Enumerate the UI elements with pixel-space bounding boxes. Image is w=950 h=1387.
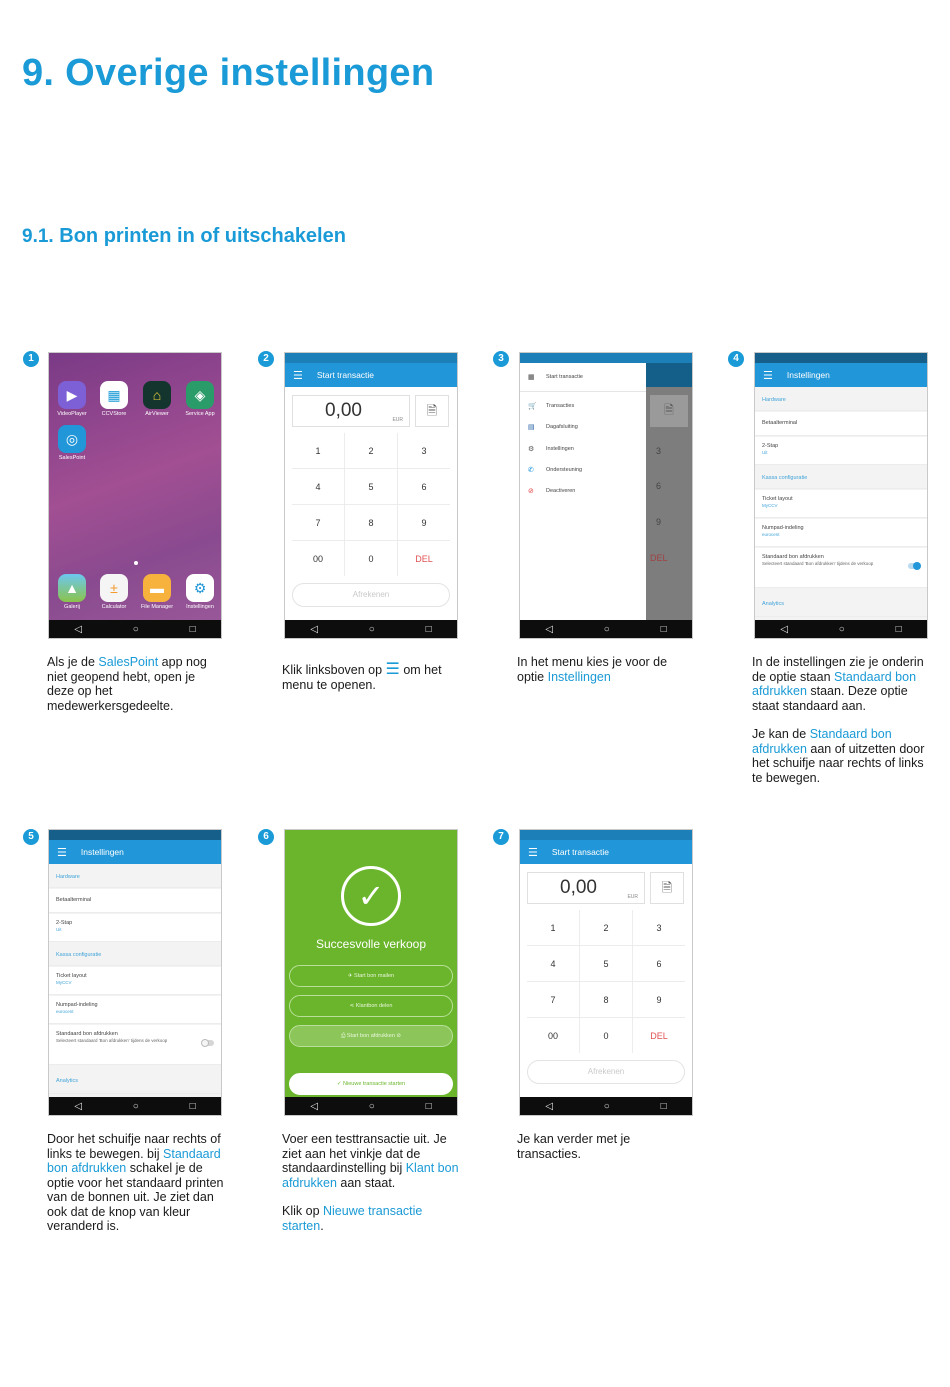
mail-receipt-button[interactable]: ✈ Start bon mailen bbox=[289, 965, 453, 987]
drawer-item-transacties[interactable]: 🛒 Transacties bbox=[528, 403, 575, 410]
home-icon[interactable]: ○ bbox=[132, 623, 139, 635]
step-badge-6: 6 bbox=[258, 829, 274, 845]
back-icon[interactable]: ◁ bbox=[74, 623, 83, 635]
recent-apps-icon[interactable]: □ bbox=[660, 1100, 667, 1112]
key-8[interactable]: 8 bbox=[580, 982, 632, 1017]
home-icon[interactable]: ○ bbox=[838, 623, 845, 635]
receipt-icon[interactable]: 🗎 bbox=[650, 872, 684, 904]
lock-wifi-icon: ⌂ bbox=[143, 381, 171, 409]
app-salespoint[interactable]: ◎ SalesPoint bbox=[55, 425, 89, 461]
back-icon[interactable]: ◁ bbox=[310, 1100, 319, 1112]
bon-toggle[interactable] bbox=[202, 1040, 214, 1046]
setting-numpad[interactable]: Numpad-indeling eurocent bbox=[755, 519, 927, 547]
setting-standaard-bon[interactable]: Standaard bon afdrukken Selecteert standaard 'Bon afdrukken' tijdens de verkoop bbox=[49, 1025, 221, 1065]
key-2[interactable]: 2 bbox=[580, 910, 632, 945]
print-receipt-button[interactable]: ⎙ Start bon afdrukken ⊘ bbox=[289, 1025, 453, 1047]
app-videoplayer[interactable]: ▶ VideoPlayer bbox=[55, 381, 89, 417]
setting-2-stap[interactable]: 2-Stap Uit bbox=[49, 914, 221, 942]
key-2[interactable]: 2 bbox=[345, 433, 397, 468]
step-badge-5: 5 bbox=[23, 829, 39, 845]
recent-apps-icon[interactable]: □ bbox=[895, 623, 902, 635]
recent-apps-icon[interactable]: □ bbox=[425, 1100, 432, 1112]
home-icon[interactable]: ○ bbox=[603, 623, 610, 635]
key-00[interactable]: 00 bbox=[292, 541, 344, 576]
phone-screen-menu: 🗎 3 6 9 DEL ▦ Start transactie 🛒 Transacties ▤ Dagafsluiting ⚙ Instellingen ✆ Ondersteuning ⊘ Deactiveren ◁ ○ □ bbox=[519, 352, 693, 639]
key-6[interactable]: 6 bbox=[398, 469, 450, 504]
key-9[interactable]: 9 bbox=[633, 982, 685, 1017]
phone-screen-home bbox=[48, 352, 222, 639]
android-navbar bbox=[520, 620, 692, 638]
step-6-text: Voer een testtransactie uit. Je ziet aan het vinkje dat de standaardinstelling bij Klant bon afdrukken aan staat. Klik op Nieuwe transactie starten. bbox=[282, 1132, 459, 1233]
calendar-icon: ▤ bbox=[528, 424, 535, 431]
key-7[interactable]: 7 bbox=[527, 982, 579, 1017]
share-receipt-button[interactable]: ⋖ Klantbon delen bbox=[289, 995, 453, 1017]
back-icon[interactable]: ◁ bbox=[545, 623, 554, 635]
drawer-item-ondersteuning[interactable]: ✆ Ondersteuning bbox=[528, 467, 583, 474]
key-8[interactable]: 8 bbox=[345, 505, 397, 540]
setting-numpad[interactable]: Numpad-indeling eurocent bbox=[49, 996, 221, 1024]
section-title: Bon printen in of uitschakelen bbox=[59, 225, 346, 247]
section-number: 9.1. bbox=[22, 226, 54, 247]
hamburger-menu-icon[interactable]: ☰ bbox=[763, 369, 773, 382]
block-icon: ⊘ bbox=[528, 488, 534, 495]
step-badge-2: 2 bbox=[258, 351, 274, 367]
step-5-text: Door het schuifje naar rechts of links te bewegen. bij Standaard bon afdrukken schakel je de optie voor het standaard printen van de bonnen uit. Je ziet dan ook dat de knop van kleur veranderd is. bbox=[47, 1132, 224, 1233]
back-icon[interactable]: ◁ bbox=[74, 1100, 83, 1112]
android-navbar bbox=[755, 620, 927, 638]
section-heading bbox=[22, 225, 346, 248]
app-galerij[interactable]: ▲ Galerij bbox=[55, 574, 89, 610]
phone-screen-start-transactie-2 bbox=[519, 829, 693, 1116]
app-service[interactable]: ◈ Service App bbox=[183, 381, 217, 417]
setting-standaard-bon[interactable]: Standaard bon afdrukken Selecteert standaard 'Bon afdrukken' tijdens de verkoop bbox=[755, 548, 927, 588]
keypad bbox=[527, 910, 685, 1053]
key-7[interactable]: 7 bbox=[292, 505, 344, 540]
hamburger-menu-icon: ☰ bbox=[385, 661, 400, 678]
android-navbar bbox=[520, 1097, 692, 1115]
section-analytics: Analytics bbox=[755, 593, 927, 617]
recent-apps-icon[interactable]: □ bbox=[660, 623, 667, 635]
phone-screen-instellingen-on bbox=[754, 352, 928, 639]
android-navbar bbox=[49, 620, 221, 638]
android-navbar bbox=[285, 1097, 457, 1115]
key-5[interactable]: 5 bbox=[580, 946, 632, 981]
app-airviewer[interactable]: ⌂ AirViewer bbox=[140, 381, 174, 417]
folder-icon: ▬ bbox=[143, 574, 171, 602]
afrekenen-button[interactable]: Afrekenen bbox=[527, 1060, 685, 1084]
amount-display: 0,00 EUR bbox=[527, 872, 645, 904]
key-3[interactable]: 3 bbox=[398, 433, 450, 468]
key-0[interactable]: 0 bbox=[345, 541, 397, 576]
section-kassa: Kassa configuratie bbox=[755, 469, 927, 489]
back-icon[interactable]: ◁ bbox=[545, 1100, 554, 1112]
phone-screen-success bbox=[284, 829, 458, 1116]
key-6[interactable]: 6 bbox=[633, 946, 685, 981]
step-badge-4: 4 bbox=[728, 351, 744, 367]
key-del[interactable]: DEL bbox=[398, 541, 450, 576]
hamburger-menu-icon[interactable]: ☰ bbox=[528, 846, 538, 859]
key-00[interactable]: 00 bbox=[527, 1018, 579, 1053]
gear-icon: ⚙ bbox=[528, 446, 535, 453]
key-0[interactable]: 0 bbox=[580, 1018, 632, 1053]
setting-2-stap[interactable]: 2-Stap Uit bbox=[755, 437, 927, 465]
step-badge-7: 7 bbox=[493, 829, 509, 845]
back-icon[interactable]: ◁ bbox=[780, 623, 789, 635]
gear-icon: ⚙ bbox=[186, 574, 214, 602]
app-bar: ☰ Instellingen bbox=[755, 363, 927, 387]
key-5[interactable]: 5 bbox=[345, 469, 397, 504]
check-circle-icon: ✓ bbox=[341, 866, 401, 926]
store-icon: ▦ bbox=[100, 381, 128, 409]
phone-screen-start-transactie bbox=[284, 352, 458, 639]
home-icon[interactable]: ○ bbox=[368, 623, 375, 635]
step-7-text: Je kan verder met je transacties. bbox=[517, 1132, 631, 1161]
key-4[interactable]: 4 bbox=[292, 469, 344, 504]
home-icon[interactable]: ○ bbox=[368, 1100, 375, 1112]
recent-apps-icon[interactable]: □ bbox=[189, 623, 196, 635]
salespoint-icon: ◎ bbox=[58, 425, 86, 453]
home-icon[interactable]: ○ bbox=[603, 1100, 610, 1112]
setting-ticket-layout[interactable]: Ticket layout MyCCV bbox=[755, 490, 927, 518]
recent-apps-icon[interactable]: □ bbox=[189, 1100, 196, 1112]
step-1-text: Als je de SalesPoint app nog niet geopend hebt, open je deze op het medewerkersgedeelte. bbox=[47, 655, 207, 713]
print-icon: ⎙ bbox=[340, 1033, 347, 1039]
setting-betaalterminal[interactable]: Betaalterminal bbox=[49, 889, 221, 913]
step-2-text: Klik linksboven op ☰ om het menu te openen. bbox=[282, 661, 442, 692]
play-icon: ▶ bbox=[58, 381, 86, 409]
gallery-icon: ▲ bbox=[58, 574, 86, 602]
hamburger-menu-icon[interactable]: ☰ bbox=[57, 846, 67, 859]
drawer-item-deactiveren[interactable]: ⊘ Deactiveren bbox=[528, 488, 576, 495]
phone-icon: ✆ bbox=[528, 467, 534, 474]
key-4[interactable]: 4 bbox=[527, 946, 579, 981]
app-bar: ☰ Start transactie bbox=[285, 363, 457, 387]
hamburger-menu-icon[interactable]: ☰ bbox=[293, 369, 303, 382]
calculator-icon: ▦ bbox=[528, 374, 535, 381]
page-title: 9. Overige instellingen bbox=[22, 52, 435, 94]
step-4-text: In de instellingen zie je onderin de optie staan Standaard bon afdrukken staan. Deze optie staat standaard aan. Je kan de Standaard bon afdrukken aan of uitzetten door het schuifje naar rechts of links te bewegen. bbox=[752, 655, 925, 785]
app-file-manager[interactable]: ▬ File Manager bbox=[140, 574, 174, 610]
share-icon: ⋖ bbox=[349, 1003, 356, 1009]
app-bar: ☰ Instellingen bbox=[49, 840, 221, 864]
section-hardware: Hardware bbox=[755, 391, 927, 411]
step-badge-3: 3 bbox=[493, 351, 509, 367]
home-icon[interactable]: ○ bbox=[132, 1100, 139, 1112]
check-icon: ⊘ bbox=[394, 1033, 402, 1039]
drawer-item-dagafsluiting[interactable]: ▤ Dagafsluiting bbox=[528, 424, 578, 431]
keypad bbox=[292, 433, 450, 576]
drawer-item-start-transactie[interactable]: ▦ Start transactie bbox=[528, 374, 583, 381]
back-icon[interactable]: ◁ bbox=[310, 623, 319, 635]
app-calculator[interactable]: ± Calculator bbox=[97, 574, 131, 610]
setting-betaalterminal[interactable]: Betaalterminal bbox=[755, 412, 927, 436]
key-1[interactable]: 1 bbox=[527, 910, 579, 945]
cart-icon: 🛒 bbox=[528, 403, 537, 410]
afrekenen-button[interactable]: Afrekenen bbox=[292, 583, 450, 607]
android-navbar bbox=[285, 620, 457, 638]
key-9[interactable]: 9 bbox=[398, 505, 450, 540]
bon-toggle[interactable] bbox=[908, 563, 920, 569]
android-navbar bbox=[49, 1097, 221, 1115]
android-icon: ◈ bbox=[186, 381, 214, 409]
send-icon: ✈ bbox=[347, 973, 355, 979]
section-hardware: Hardware bbox=[49, 868, 221, 888]
recent-apps-icon[interactable]: □ bbox=[425, 623, 432, 635]
new-transaction-button[interactable]: ✓ Nieuwe transactie starten bbox=[289, 1073, 453, 1095]
step-3-text: In het menu kies je voor de optie Instellingen bbox=[517, 655, 668, 684]
drawer-item-instellingen[interactable]: ⚙ Instellingen bbox=[528, 446, 574, 453]
check-icon: ✓ bbox=[336, 1081, 344, 1087]
key-1[interactable]: 1 bbox=[292, 433, 344, 468]
app-instellingen[interactable]: ⚙ Instellingen bbox=[183, 574, 217, 610]
section-analytics: Analytics bbox=[49, 1070, 221, 1094]
calculator-icon: ± bbox=[100, 574, 128, 602]
section-kassa: Kassa configuratie bbox=[49, 946, 221, 966]
receipt-icon: 🗎 bbox=[650, 395, 688, 427]
phone-screen-instellingen-off bbox=[48, 829, 222, 1116]
step-badge-1: 1 bbox=[23, 351, 39, 367]
app-ccvstore[interactable]: ▦ CCVStore bbox=[97, 381, 131, 417]
success-title: Succesvolle verkoop bbox=[315, 937, 427, 951]
app-bar: ☰ Start transactie bbox=[520, 840, 692, 864]
receipt-icon[interactable]: 🗎 bbox=[415, 395, 449, 427]
navigation-drawer bbox=[520, 363, 646, 620]
key-del[interactable]: DEL bbox=[633, 1018, 685, 1053]
key-3[interactable]: 3 bbox=[633, 910, 685, 945]
setting-ticket-layout[interactable]: Ticket layout MyCCV bbox=[49, 967, 221, 995]
page-indicator bbox=[134, 561, 138, 565]
amount-display: 0,00 EUR bbox=[292, 395, 410, 427]
